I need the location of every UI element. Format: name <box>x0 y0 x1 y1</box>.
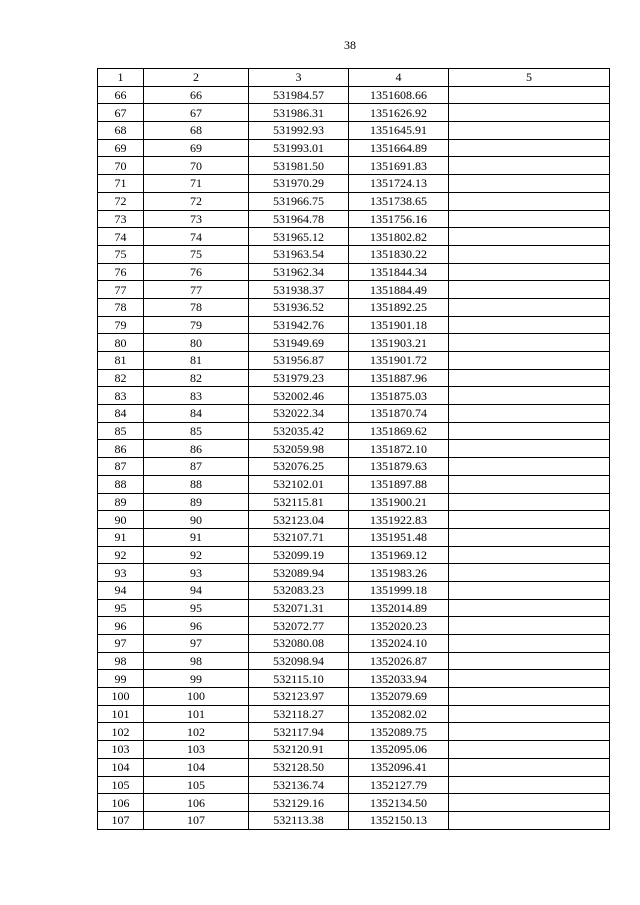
coordinate-y-cell: 1352150.13 <box>349 811 449 829</box>
point-number-cell: 100 <box>98 688 144 706</box>
point-number-cell: 102 <box>98 723 144 741</box>
point-id-cell: 83 <box>144 387 249 405</box>
point-id-cell: 100 <box>144 688 249 706</box>
table-row <box>98 122 610 140</box>
point-number-cell: 90 <box>98 511 144 529</box>
point-id-cell: 88 <box>144 475 249 493</box>
point-id-cell: 90 <box>144 511 249 529</box>
point-id-cell: 98 <box>144 652 249 670</box>
point-id-cell: 87 <box>144 458 249 476</box>
notes-cell <box>449 387 610 405</box>
table-row <box>98 228 610 246</box>
point-id-cell: 67 <box>144 104 249 122</box>
coordinate-y-cell: 1351626.92 <box>349 104 449 122</box>
table-row <box>98 139 610 157</box>
notes-cell <box>449 422 610 440</box>
coordinate-x-cell: 531962.34 <box>249 263 349 281</box>
point-id-cell: 82 <box>144 369 249 387</box>
point-number-cell: 80 <box>98 334 144 352</box>
coordinate-x-cell: 531981.50 <box>249 157 349 175</box>
coordinate-y-cell: 1351872.10 <box>349 440 449 458</box>
column-header-1: 1 <box>98 69 144 87</box>
table-row <box>98 723 610 741</box>
table-row <box>98 316 610 334</box>
table-row <box>98 245 610 263</box>
coordinate-x-cell: 532022.34 <box>249 405 349 423</box>
coordinate-y-cell: 1351922.83 <box>349 511 449 529</box>
point-id-cell: 92 <box>144 546 249 564</box>
point-number-cell: 92 <box>98 546 144 564</box>
table-row <box>98 369 610 387</box>
notes-cell <box>449 440 610 458</box>
notes-cell <box>449 794 610 812</box>
coordinate-x-cell: 532115.81 <box>249 493 349 511</box>
coordinate-y-cell: 1352024.10 <box>349 635 449 653</box>
point-number-cell: 75 <box>98 245 144 263</box>
point-id-cell: 71 <box>144 175 249 193</box>
point-id-cell: 70 <box>144 157 249 175</box>
point-number-cell: 84 <box>98 405 144 423</box>
notes-cell <box>449 263 610 281</box>
table-row <box>98 635 610 653</box>
coordinate-x-cell: 532002.46 <box>249 387 349 405</box>
point-number-cell: 91 <box>98 528 144 546</box>
coordinate-x-cell: 531992.93 <box>249 122 349 140</box>
point-number-cell: 95 <box>98 599 144 617</box>
table-row <box>98 422 610 440</box>
coordinate-y-cell: 1351830.22 <box>349 245 449 263</box>
notes-cell <box>449 228 610 246</box>
table-body <box>98 86 610 829</box>
coordinate-y-cell: 1352033.94 <box>349 670 449 688</box>
coordinate-y-cell: 1351892.25 <box>349 298 449 316</box>
notes-cell <box>449 776 610 794</box>
coordinate-x-cell: 532072.77 <box>249 617 349 635</box>
coordinate-x-cell: 532083.23 <box>249 581 349 599</box>
point-id-cell: 79 <box>144 316 249 334</box>
point-number-cell: 105 <box>98 776 144 794</box>
coordinate-x-cell: 532098.94 <box>249 652 349 670</box>
table-row <box>98 705 610 723</box>
table-header-row <box>98 69 610 87</box>
coordinate-y-cell: 1351738.65 <box>349 192 449 210</box>
coordinate-y-cell: 1351608.66 <box>349 86 449 104</box>
point-id-cell: 102 <box>144 723 249 741</box>
notes-cell <box>449 652 610 670</box>
point-id-cell: 77 <box>144 281 249 299</box>
notes-cell <box>449 811 610 829</box>
coordinate-x-cell: 532123.97 <box>249 688 349 706</box>
point-number-cell: 72 <box>98 192 144 210</box>
point-number-cell: 69 <box>98 139 144 157</box>
point-id-cell: 80 <box>144 334 249 352</box>
point-number-cell: 78 <box>98 298 144 316</box>
point-number-cell: 104 <box>98 758 144 776</box>
notes-cell <box>449 599 610 617</box>
point-number-cell: 68 <box>98 122 144 140</box>
point-id-cell: 101 <box>144 705 249 723</box>
table-row <box>98 334 610 352</box>
coordinate-y-cell: 1351901.18 <box>349 316 449 334</box>
point-number-cell: 86 <box>98 440 144 458</box>
notes-cell <box>449 157 610 175</box>
coordinate-y-cell: 1351999.18 <box>349 581 449 599</box>
table-row <box>98 352 610 370</box>
table-row <box>98 104 610 122</box>
coordinate-x-cell: 532120.91 <box>249 741 349 759</box>
coordinate-y-cell: 1351884.49 <box>349 281 449 299</box>
table-row <box>98 298 610 316</box>
table-row <box>98 210 610 228</box>
table-row <box>98 387 610 405</box>
point-number-cell: 87 <box>98 458 144 476</box>
point-number-cell: 66 <box>98 86 144 104</box>
table-row <box>98 776 610 794</box>
notes-cell <box>449 670 610 688</box>
coordinate-x-cell: 531964.78 <box>249 210 349 228</box>
notes-cell <box>449 723 610 741</box>
coordinate-y-cell: 1351879.63 <box>349 458 449 476</box>
point-number-cell: 76 <box>98 263 144 281</box>
notes-cell <box>449 210 610 228</box>
notes-cell <box>449 511 610 529</box>
point-number-cell: 103 <box>98 741 144 759</box>
coordinate-x-cell: 532076.25 <box>249 458 349 476</box>
coordinate-x-cell: 532107.71 <box>249 528 349 546</box>
notes-cell <box>449 281 610 299</box>
point-id-cell: 96 <box>144 617 249 635</box>
coordinate-y-cell: 1351903.21 <box>349 334 449 352</box>
point-id-cell: 105 <box>144 776 249 794</box>
notes-cell <box>449 405 610 423</box>
point-id-cell: 107 <box>144 811 249 829</box>
coordinate-x-cell: 532117.94 <box>249 723 349 741</box>
notes-cell <box>449 298 610 316</box>
coordinate-x-cell: 532099.19 <box>249 546 349 564</box>
coordinate-y-cell: 1352089.75 <box>349 723 449 741</box>
coordinate-y-cell: 1351983.26 <box>349 564 449 582</box>
point-id-cell: 93 <box>144 564 249 582</box>
point-number-cell: 96 <box>98 617 144 635</box>
coordinate-y-cell: 1351951.48 <box>349 528 449 546</box>
point-id-cell: 81 <box>144 352 249 370</box>
coordinate-y-cell: 1351844.34 <box>349 263 449 281</box>
point-id-cell: 76 <box>144 263 249 281</box>
coordinate-x-cell: 531984.57 <box>249 86 349 104</box>
notes-cell <box>449 352 610 370</box>
coordinate-x-cell: 532118.27 <box>249 705 349 723</box>
coordinate-x-cell: 531942.76 <box>249 316 349 334</box>
point-number-cell: 93 <box>98 564 144 582</box>
point-number-cell: 85 <box>98 422 144 440</box>
coordinate-y-cell: 1352127.79 <box>349 776 449 794</box>
point-id-cell: 75 <box>144 245 249 263</box>
point-number-cell: 94 <box>98 581 144 599</box>
coordinate-x-cell: 532102.01 <box>249 475 349 493</box>
table-row <box>98 86 610 104</box>
point-id-cell: 91 <box>144 528 249 546</box>
coordinate-y-cell: 1352026.87 <box>349 652 449 670</box>
coordinate-y-cell: 1352095.06 <box>349 741 449 759</box>
table-header <box>98 69 610 87</box>
coordinate-x-cell: 531965.12 <box>249 228 349 246</box>
point-number-cell: 70 <box>98 157 144 175</box>
table-row <box>98 511 610 529</box>
coordinate-x-cell: 532035.42 <box>249 422 349 440</box>
point-id-cell: 68 <box>144 122 249 140</box>
point-id-cell: 95 <box>144 599 249 617</box>
point-number-cell: 106 <box>98 794 144 812</box>
table-row <box>98 281 610 299</box>
table-row <box>98 175 610 193</box>
table-row <box>98 670 610 688</box>
point-number-cell: 71 <box>98 175 144 193</box>
column-header-2: 2 <box>144 69 249 87</box>
notes-cell <box>449 635 610 653</box>
notes-cell <box>449 581 610 599</box>
point-number-cell: 88 <box>98 475 144 493</box>
coordinate-x-cell: 532129.16 <box>249 794 349 812</box>
coordinate-y-cell: 1351645.91 <box>349 122 449 140</box>
point-id-cell: 89 <box>144 493 249 511</box>
coordinate-y-cell: 1352096.41 <box>349 758 449 776</box>
table-row <box>98 564 610 582</box>
coordinate-x-cell: 532089.94 <box>249 564 349 582</box>
table-row <box>98 794 610 812</box>
coordinate-x-cell: 532113.38 <box>249 811 349 829</box>
point-number-cell: 81 <box>98 352 144 370</box>
coordinate-x-cell: 531993.01 <box>249 139 349 157</box>
column-header-3: 3 <box>249 69 349 87</box>
point-number-cell: 107 <box>98 811 144 829</box>
coordinate-y-cell: 1352014.89 <box>349 599 449 617</box>
notes-cell <box>449 175 610 193</box>
point-number-cell: 77 <box>98 281 144 299</box>
point-number-cell: 83 <box>98 387 144 405</box>
table-row <box>98 741 610 759</box>
table-row <box>98 405 610 423</box>
notes-cell <box>449 369 610 387</box>
table-row <box>98 157 610 175</box>
point-number-cell: 74 <box>98 228 144 246</box>
table-row <box>98 475 610 493</box>
coordinate-y-cell: 1352020.23 <box>349 617 449 635</box>
point-id-cell: 106 <box>144 794 249 812</box>
coordinate-y-cell: 1351691.83 <box>349 157 449 175</box>
point-id-cell: 84 <box>144 405 249 423</box>
table-row <box>98 528 610 546</box>
coordinate-x-cell: 532071.31 <box>249 599 349 617</box>
coordinate-y-cell: 1351887.96 <box>349 369 449 387</box>
coordinate-y-cell: 1351900.21 <box>349 493 449 511</box>
coordinate-x-cell: 531979.23 <box>249 369 349 387</box>
point-number-cell: 98 <box>98 652 144 670</box>
point-number-cell: 97 <box>98 635 144 653</box>
table-row <box>98 617 610 635</box>
table-row <box>98 758 610 776</box>
notes-cell <box>449 104 610 122</box>
coordinate-y-cell: 1351756.16 <box>349 210 449 228</box>
point-id-cell: 94 <box>144 581 249 599</box>
point-number-cell: 89 <box>98 493 144 511</box>
point-id-cell: 73 <box>144 210 249 228</box>
point-id-cell: 86 <box>144 440 249 458</box>
point-number-cell: 99 <box>98 670 144 688</box>
notes-cell <box>449 564 610 582</box>
notes-cell <box>449 741 610 759</box>
notes-cell <box>449 245 610 263</box>
notes-cell <box>449 688 610 706</box>
coordinate-x-cell: 532123.04 <box>249 511 349 529</box>
point-id-cell: 104 <box>144 758 249 776</box>
notes-cell <box>449 334 610 352</box>
coordinate-y-cell: 1351870.74 <box>349 405 449 423</box>
coordinate-y-cell: 1351869.62 <box>349 422 449 440</box>
notes-cell <box>449 316 610 334</box>
coordinate-x-cell: 532115.10 <box>249 670 349 688</box>
coordinates-table <box>97 68 610 830</box>
table-row <box>98 546 610 564</box>
coordinate-y-cell: 1351901.72 <box>349 352 449 370</box>
point-id-cell: 97 <box>144 635 249 653</box>
table-row <box>98 263 610 281</box>
point-number-cell: 73 <box>98 210 144 228</box>
point-id-cell: 99 <box>144 670 249 688</box>
notes-cell <box>449 617 610 635</box>
table-row <box>98 458 610 476</box>
point-number-cell: 67 <box>98 104 144 122</box>
column-header-4: 4 <box>349 69 449 87</box>
point-id-cell: 72 <box>144 192 249 210</box>
coordinate-y-cell: 1351664.89 <box>349 139 449 157</box>
notes-cell <box>449 86 610 104</box>
table-row <box>98 599 610 617</box>
coordinate-x-cell: 531938.37 <box>249 281 349 299</box>
point-id-cell: 69 <box>144 139 249 157</box>
table-row <box>98 652 610 670</box>
coordinate-x-cell: 531949.69 <box>249 334 349 352</box>
table-row <box>98 811 610 829</box>
notes-cell <box>449 528 610 546</box>
table-row <box>98 493 610 511</box>
coordinate-x-cell: 532059.98 <box>249 440 349 458</box>
coordinate-y-cell: 1352134.50 <box>349 794 449 812</box>
table-row <box>98 440 610 458</box>
coordinate-x-cell: 532136.74 <box>249 776 349 794</box>
coordinate-y-cell: 1352079.69 <box>349 688 449 706</box>
coordinate-y-cell: 1351969.12 <box>349 546 449 564</box>
notes-cell <box>449 122 610 140</box>
coordinate-y-cell: 1351875.03 <box>349 387 449 405</box>
point-number-cell: 101 <box>98 705 144 723</box>
coordinate-x-cell: 532128.50 <box>249 758 349 776</box>
coordinate-y-cell: 1351802.82 <box>349 228 449 246</box>
coordinate-x-cell: 531970.29 <box>249 175 349 193</box>
coordinate-x-cell: 531986.31 <box>249 104 349 122</box>
table-row <box>98 581 610 599</box>
column-header-5: 5 <box>449 69 610 87</box>
coordinate-y-cell: 1351897.88 <box>349 475 449 493</box>
notes-cell <box>449 192 610 210</box>
coordinate-y-cell: 1352082.02 <box>349 705 449 723</box>
coordinate-x-cell: 531956.87 <box>249 352 349 370</box>
page-number: 38 <box>344 38 356 52</box>
point-id-cell: 74 <box>144 228 249 246</box>
point-number-cell: 79 <box>98 316 144 334</box>
notes-cell <box>449 493 610 511</box>
notes-cell <box>449 546 610 564</box>
point-id-cell: 66 <box>144 86 249 104</box>
notes-cell <box>449 475 610 493</box>
coordinate-x-cell: 532080.08 <box>249 635 349 653</box>
coordinate-x-cell: 531963.54 <box>249 245 349 263</box>
point-id-cell: 85 <box>144 422 249 440</box>
notes-cell <box>449 139 610 157</box>
table-row <box>98 192 610 210</box>
notes-cell <box>449 458 610 476</box>
point-id-cell: 103 <box>144 741 249 759</box>
point-id-cell: 78 <box>144 298 249 316</box>
coordinate-x-cell: 531936.52 <box>249 298 349 316</box>
coordinate-x-cell: 531966.75 <box>249 192 349 210</box>
notes-cell <box>449 758 610 776</box>
point-number-cell: 82 <box>98 369 144 387</box>
table-row <box>98 688 610 706</box>
coordinate-y-cell: 1351724.13 <box>349 175 449 193</box>
notes-cell <box>449 705 610 723</box>
